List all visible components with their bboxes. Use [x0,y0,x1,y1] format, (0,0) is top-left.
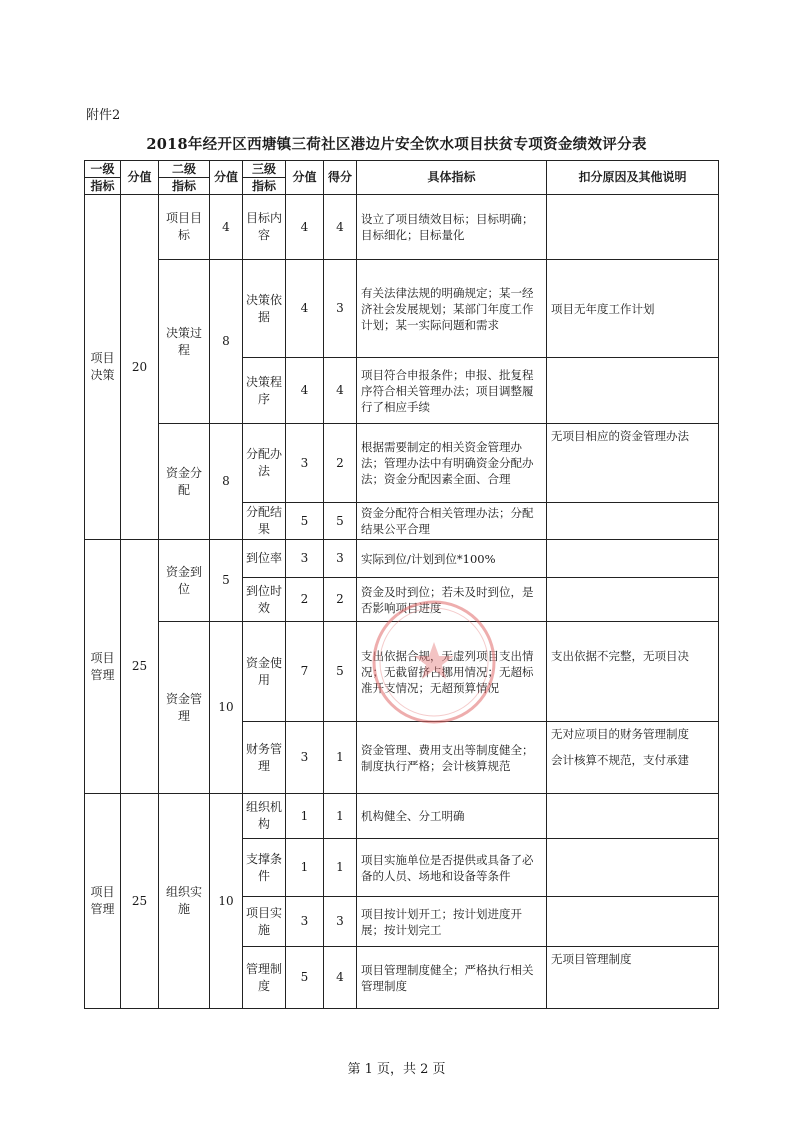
level3-score: 1 [286,794,324,839]
level3-score: 3 [286,540,324,578]
header-level2-bottom: 指标 [159,178,210,195]
level3-name: 组织机构 [243,794,286,839]
spec-text: 资金管理、费用支出等制度健全；制度执行严格；会计核算规范 [357,722,547,794]
level1-name: 项目决策 [85,195,121,540]
level3-name: 决策程序 [243,358,286,424]
level2-score: 10 [210,622,243,794]
level2-name: 决策过程 [159,260,210,424]
level3-name: 到位率 [243,540,286,578]
header-level1-top: 一级 [85,161,121,178]
got-score: 3 [324,897,357,947]
spec-text: 实际到位/计划到位*100% [357,540,547,578]
level2-score: 8 [210,424,243,540]
note-text: 无项目相应的资金管理办法 [547,424,719,503]
level2-score: 8 [210,260,243,424]
note-text [547,358,719,424]
table-row [85,540,719,578]
got-score: 4 [324,195,357,260]
level3-name: 管理制度 [243,947,286,1009]
table-row [85,424,719,503]
table-row [85,794,719,839]
note-text: 无项目管理制度 [547,947,719,1009]
level2-name: 资金到位 [159,540,210,622]
spec-text: 有关法律法规的明确规定；某一经济社会发展规划；某部门年度工作计划；某一实际问题和需求 [357,260,547,358]
got-score: 5 [324,622,357,722]
spec-text: 项目符合申报条件；申报、批复程序符合相关管理办法；项目调整履行了相应手续 [357,358,547,424]
level2-name: 组织实施 [159,794,210,1009]
level1-score: 25 [121,540,159,794]
level1-score: 25 [121,794,159,1009]
level3-name: 支撑条件 [243,839,286,897]
level2-score: 4 [210,195,243,260]
note-text: 无对应项目的财务管理制度 [551,727,689,741]
header-got: 得分 [324,161,357,195]
got-score: 3 [324,260,357,358]
note-text: 项目无年度工作计划 [547,260,719,358]
header-level1-bottom: 指标 [85,178,121,195]
header-level2-top: 二级 [159,161,210,178]
level3-score: 3 [286,424,324,503]
level2-name: 资金管理 [159,622,210,794]
spec-text: 资金及时到位；若未及时到位，是否影响项目进度 [357,578,547,622]
level2-name: 资金分配 [159,424,210,540]
spec-text: 支出依据合规，无虚列项目支出情况；无截留挤占挪用情况；无超标准开支情况；无超预算情况 [357,622,547,722]
table-row [85,195,719,260]
level2-score: 10 [210,794,243,1009]
level3-score: 5 [286,503,324,540]
spec-text: 设立了项目绩效目标；目标明确；目标细化；目标量化 [357,195,547,260]
got-score: 2 [324,578,357,622]
note-text [547,503,719,540]
got-score: 1 [324,722,357,794]
note-text: 支出依据不完整，无项目决 [547,622,719,722]
table-row [85,260,719,358]
level3-score: 7 [286,622,324,722]
level1-name: 项目管理 [85,794,121,1009]
level2-score: 5 [210,540,243,622]
attachment-label: 附件2 [86,108,121,123]
level1-name: 项目管理 [85,540,121,794]
got-score: 1 [324,794,357,839]
note-text [547,578,719,622]
header-level3-bottom: 指标 [243,178,286,195]
header-spec: 具体指标 [357,161,547,195]
level3-name: 财务管理 [243,722,286,794]
note-text [547,540,719,578]
document-title: 2018年经开区西塘镇三荷社区港边片安全饮水项目扶贫专项资金绩效评分表 [146,136,647,153]
level3-name: 项目实施 [243,897,286,947]
note-text [547,794,719,839]
header-row-top [85,161,719,178]
got-score: 2 [324,424,357,503]
level3-name: 到位时效 [243,578,286,622]
note-text [547,195,719,260]
level3-name: 决策依据 [243,260,286,358]
level3-name: 分配结果 [243,503,286,540]
header-score2: 分值 [210,161,243,195]
level3-score: 4 [286,358,324,424]
spec-text: 资金分配符合相关管理办法；分配结果公平合理 [357,503,547,540]
level3-name: 资金使用 [243,622,286,722]
level2-name: 项目目标 [159,195,210,260]
level3-score: 4 [286,260,324,358]
note-text [547,839,719,897]
spec-text: 根据需要制定的相关资金管理办法；管理办法中有明确资金分配办法；资金分配因素全面、合理 [357,424,547,503]
got-score: 4 [324,947,357,1009]
header-score1: 分值 [121,161,159,195]
level3-score: 2 [286,578,324,622]
got-score: 4 [324,358,357,424]
header-score3: 分值 [286,161,324,195]
level3-score: 4 [286,195,324,260]
level3-score: 5 [286,947,324,1009]
table-row [85,622,719,722]
note-text [547,897,719,947]
header-notes: 扣分原因及其他说明 [547,161,719,195]
level1-score: 20 [121,195,159,540]
note-text-continued: 会计核算不规范，支付承建 [551,753,689,767]
spec-text: 机构健全、分工明确 [357,794,547,839]
got-score: 1 [324,839,357,897]
level3-score: 1 [286,839,324,897]
got-score: 5 [324,503,357,540]
level3-name: 目标内容 [243,195,286,260]
score-table [84,160,719,1009]
level3-score: 3 [286,897,324,947]
note-cell [547,722,719,794]
spec-text: 项目实施单位是否提供或具备了必备的人员、场地和设备等条件 [357,839,547,897]
level3-score: 3 [286,722,324,794]
spec-text: 项目按计划开工；按计划进度开展；按计划完工 [357,897,547,947]
level3-name: 分配办法 [243,424,286,503]
header-level3-top: 三级 [243,161,286,178]
spec-text: 项目管理制度健全；严格执行相关管理制度 [357,947,547,1009]
page-footer: 第 1 页，共 2 页 [347,1062,446,1077]
got-score: 3 [324,540,357,578]
